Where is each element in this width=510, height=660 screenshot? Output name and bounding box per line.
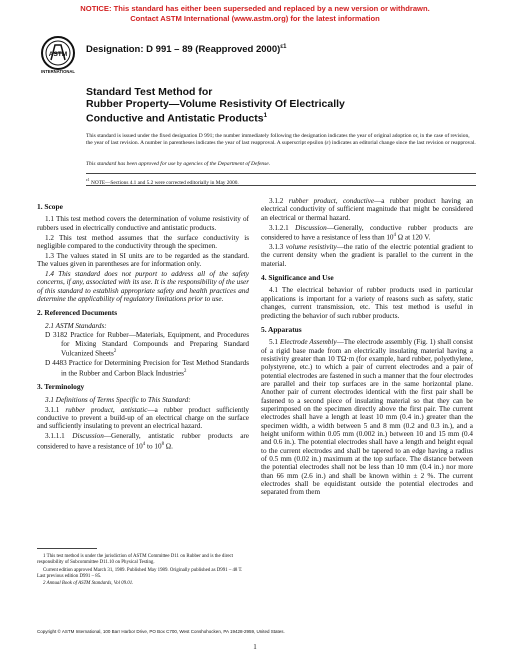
clause-number: 3.1.3 xyxy=(269,243,284,252)
section-heading: 3. Terminology xyxy=(37,382,85,392)
paragraph: 3.1 Definitions of Terms Specific to This Standard: xyxy=(45,395,191,404)
defined-term: volume resistivity xyxy=(285,243,337,252)
footnote: 1 This test method is under the jurisdiction of ASTM Committee D11 on Rubber and is the direct responsibility of Subcommittee D11.10 on Physical Testing. xyxy=(37,554,234,566)
discussion-text: —Generally, conductive rubber products are considered to have a resistance of less than 10 xyxy=(261,223,474,242)
designation xyxy=(86,44,286,55)
page-number: 1 xyxy=(253,643,257,651)
discussion xyxy=(37,432,249,450)
logo-subtext: INTERNATIONAL xyxy=(41,69,75,74)
notice-line-1: NOTICE: This standard has either been superseded and replaced by a new version or withdrawn. xyxy=(80,4,430,13)
footnote: Current edition approved March 31, 1989. Published May 1989. Originally published as D991 – 48 T. Last previous edition D991 – 85. xyxy=(37,567,243,579)
definition-text: —the ratio of the electric potential gradient to the current density when the gradient is parallel to the current in the material. xyxy=(261,243,474,268)
title-line-2: Rubber Property—Volume Resistivity Of Electrically xyxy=(86,98,345,110)
paragraph: 1.1 This test method covers the determination of volume resistivity of rubbers used in electrically conductive and antistatic products. xyxy=(37,215,249,232)
clause-number: 3.1.1 xyxy=(45,405,60,414)
footnote: 2 Annual Book of ASTM Standards, Vol 09.01. xyxy=(43,581,134,587)
section-heading: 5. Apparatus xyxy=(261,324,302,334)
section-heading: 4. Significance and Use xyxy=(261,273,334,283)
footnote-mark: 2 xyxy=(183,368,187,374)
section-heading: 1. Scope xyxy=(37,202,63,211)
discussion-text: Ω. xyxy=(163,441,173,450)
designation-text: Designation: D 991 – 89 (Reapproved 2000) xyxy=(86,44,281,56)
notice-banner xyxy=(0,4,510,23)
definition xyxy=(261,243,473,268)
document-title xyxy=(86,86,466,125)
dod-approval-note: This standard has been approved for use by agencies of the Department of Defense. xyxy=(86,161,271,167)
divider xyxy=(86,185,476,186)
defined-term: rubber product, conductive xyxy=(288,197,375,205)
right-column xyxy=(261,197,473,498)
discussion-text: to 10 xyxy=(145,441,162,450)
left-column xyxy=(37,197,249,452)
footnote-divider xyxy=(37,548,97,549)
exponent: 8 xyxy=(161,441,164,447)
title-footnote-mark: 1 xyxy=(263,112,268,119)
paragraph: 4.1 The electrical behavior of rubber products used in particular applications is important for a variety of reasons such as safety, static changes, current transmission, etc. This test method is useful in predicting the behavior of such rubber products. xyxy=(261,286,473,320)
clause-number: 3.1.2.1 xyxy=(269,223,289,232)
discussion-label: Discussion xyxy=(72,432,104,441)
title-line-1: Standard Test Method for xyxy=(86,86,213,98)
astm-logo-icon xyxy=(38,34,78,74)
logo-text: ASTM xyxy=(48,51,68,58)
editorial-mark: ε1 xyxy=(86,177,90,182)
footnote-mark: 2 xyxy=(113,349,117,355)
discussion-text: Ω at 120 V. xyxy=(395,233,431,242)
paragraph: 2.1 ASTM Standards: xyxy=(45,321,107,330)
divider xyxy=(86,173,476,174)
section-heading: 2. Referenced Documents xyxy=(37,308,118,318)
designation-epsilon: ε1 xyxy=(280,44,287,50)
reference-text: D 3182 Practice for Rubber—Materials, Equipment, and Procedures for Mixing Standard Compounds and Preparing Standard Vulcanized Sheets xyxy=(45,331,249,358)
definition-text: —a rubber product having an electrical conductivity of sufficient magnitude that might be considered an electrical or thermal hazard. xyxy=(261,197,473,222)
issuance-note: This standard is issued under the fixed designation D 991; the number immediately following the designation indicates the year of original adoption or, in the case of revision, the year of last revision. A number in parentheses indicates the year of last reapproval. A superscript epsilon (ε) indicates an editorial change since the last revision or reapproval. xyxy=(86,133,476,146)
discussion-label: Discussion xyxy=(295,223,327,232)
paragraph xyxy=(261,338,473,497)
footnotes xyxy=(37,554,249,588)
discussion xyxy=(261,224,473,242)
defined-term: rubber product, antistatic xyxy=(65,405,148,414)
exponent: 4 xyxy=(142,441,146,447)
paragraph: 1.3 The values stated in SI units are to be regarded as the standard. The values given in parentheses are for information only. xyxy=(37,251,249,269)
discussion-text: —Generally, antistatic rubber products are considered to have a resistance of 10 xyxy=(37,432,249,450)
clause-text: —The electrode assembly (Fig. 1) shall consist of a rigid base made from an electrically insulating material having a resistivity greater than 10 TΩ·m (for example, hard rubber, polyethylene, polystyrene, etc.) to which a pair of current electrodes and a pair of potential electrodes are fastened in such a manner that the four electrodes are parallel and their top surfaces are in the same horizontal plane. Another pair of current electrodes identical with the first pair shall be fastened to a second piece of insulating material so that they can be superimposed on the specimen directly above the first pair. The current electrodes shall have a length at least 10 mm (0.4 in.) greater than the specimen width, a width between 5 and 8 mm (0.2 and 0.3 in.), and a height uniform within 0.05 mm (0.002 in.) between 10 and 15 mm (0.4 and 0.6 in.). The potential electrodes shall have a length and height equal to the current electrodes and shall be tapered to an edge having a radius of 0.5 mm (0.02 in.) maximum at the top surface. The distance between the potential electrodes shall not be less than 10 mm (0.4 in.) nor more than 66 mm (2.6 in.) and shall be known within ± 2 %. The current electrodes shall be equidistant outside the potential electrodes and separated from them xyxy=(261,338,473,497)
title-line-3-text: Conductive and Antistatic Products xyxy=(86,112,264,125)
reference-item xyxy=(45,359,249,377)
notice-line-2: Contact ASTM International (www.astm.org) for the latest information xyxy=(130,13,380,23)
reference-item xyxy=(45,331,249,357)
paragraph: 1.2 This test method assumes that the surface conductivity is negligible compared to the conductivity through the specimen. xyxy=(37,233,249,250)
definition xyxy=(37,406,249,431)
clause-number: 5.1 xyxy=(269,338,278,347)
definition-text: —a rubber product sufficiently conductive to prevent a build-up of an electrical charge on the surface and sufficiently insulating to prevent an electrical hazard. xyxy=(37,405,249,431)
copyright-line: Copyright © ASTM International, 100 Barr Harbor Drive, PO Box C700, West Conshohocken, PA 19428-2959, United States. xyxy=(37,629,285,634)
paragraph: 1.4 This standard does not purport to address all of the safety concerns, if any, associated with its use. It is the responsibility of the user of this standard to establish appropriate safety and health practices and determine the applicability of regulatory limitations prior to use. xyxy=(37,269,249,303)
title-line-3 xyxy=(86,110,466,125)
clause-number: 3.1.2 xyxy=(269,197,284,205)
clause-title: Electrode Assembly xyxy=(279,338,337,347)
reference-text: D 4483 Practice for Determining Precision for Test Method Standards in the Rubber and Carbon Black Industries xyxy=(45,359,249,378)
definition xyxy=(261,197,473,222)
editorial-text: NOTE—Sections 4.1 and 5.2 were corrected editorially in May 2000. xyxy=(91,179,239,186)
exponent: 4 xyxy=(393,232,396,238)
clause-number: 3.1.1.1 xyxy=(45,432,65,441)
